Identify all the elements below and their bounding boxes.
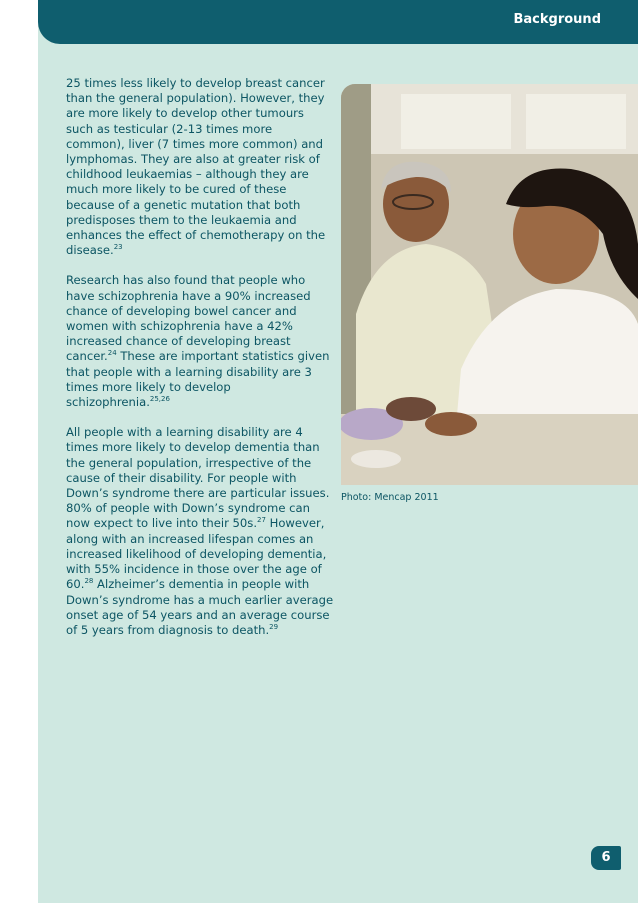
paragraph-3-text-c: Alzheimer’s dementia in people with Down’s syndrome has a much earlier average onset age of 54 years and an average course of 5 years from diagnosis to death. [66, 577, 334, 637]
paragraph-3 [66, 425, 334, 638]
reference-24: 24 [107, 349, 117, 358]
page-number: 6 [591, 846, 621, 870]
paragraph-1 [66, 76, 334, 258]
photo [341, 84, 638, 485]
reference-23: 23 [113, 243, 123, 252]
paragraph-1-text: 25 times less likely to develop breast cancer than the general population). However, they are more likely to develop other tumours such as testicular (2-13 times more common), liver (7 times more common) and lymphomas. They are also at greater risk of childhood leukaemias – although they are much more likely to be cured of these because of a genetic mutation that both predisposes them to the leukaemia and enhances the effect of chemotherapy on the disease. [66, 76, 326, 258]
header-band [38, 0, 638, 44]
reference-27: 27 [257, 516, 266, 525]
reference-25-26: 25,26 [149, 395, 170, 404]
paragraph-3-text-a: All people with a learning disability are 4 times more likely to develop dementia than the general population, irrespective of the cause of their disability. For people with Down’s syndrome there are particular issues. 80% of people with Down’s syndrome can now expect to live into their 50s. [66, 425, 330, 531]
reference-29: 29 [269, 623, 279, 632]
paragraph-2-text-b: These are important statistics given that people with a learning disability are 3 times more likely to develop schizophrenia. [66, 349, 330, 410]
photo-illustration [341, 84, 638, 485]
body-text [66, 76, 334, 653]
photo-caption: Photo: Mencap 2011 [341, 492, 439, 503]
paragraph-3-text-b: However, along with an increased lifespan comes an increased likelihood of developing dementia, with 55% incidence in those over the age of 60. [66, 516, 327, 592]
paragraph-2 [66, 273, 334, 410]
reference-28: 28 [84, 577, 94, 586]
paragraph-2-text-a: Research has also found that people who have schizophrenia have a 90% increased chance of developing bowel cancer and women with schizophrenia have a 42% increased chance of developing breast cancer. [66, 273, 311, 364]
section-title: Background [513, 12, 601, 27]
